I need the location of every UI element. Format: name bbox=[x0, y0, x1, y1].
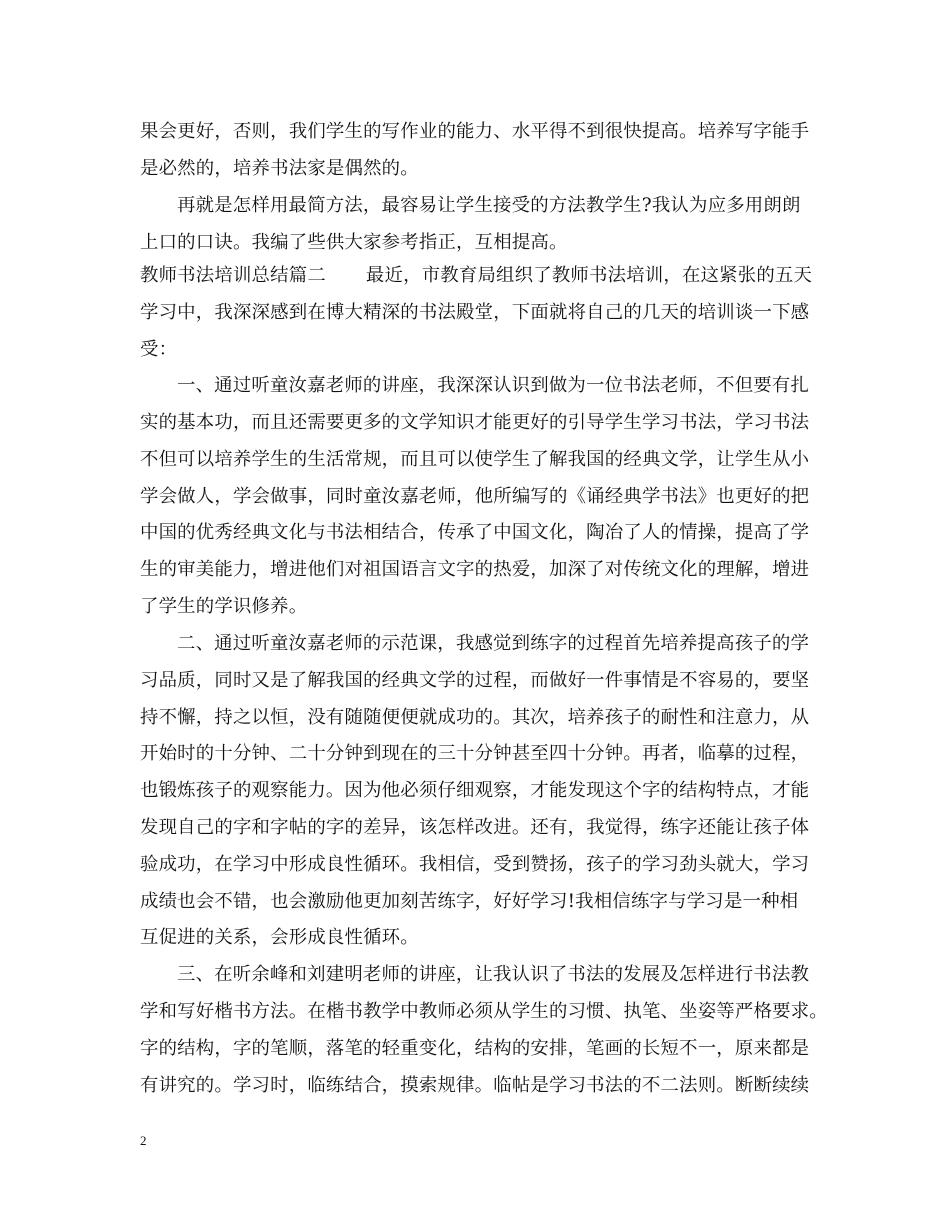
section-heading-line bbox=[140, 264, 812, 288]
section-title: 教师书法培训总结篇二 bbox=[140, 265, 326, 286]
text-line: 是必然的，培养书法家是偶然的。 bbox=[140, 158, 419, 179]
text-line: 不但可以培养学生的生活常规，而且可以使学生了解我国的经典文学，让学生从小 bbox=[140, 449, 810, 470]
text-line: 学和写好楷书方法。在楷书教学中教师必须从学生的习惯、执笔、坐姿等严格要求。 bbox=[140, 1001, 828, 1022]
text-line: 上口的口诀。我编了些供大家参考指正，互相提高。 bbox=[140, 232, 568, 253]
text-line: 三、在听余峰和刘建明老师的讲座，让我认识了书法的发展及怎样进行书法教 bbox=[177, 964, 810, 985]
text-line: 成绩也会不错，也会激励他更加刻苦练字，好好学习!我相信练字与学习是一种相 bbox=[140, 891, 799, 912]
text-line: 验成功，在学习中形成良性循环。我相信，受到赞扬，孩子的学习劲头就大，学习 bbox=[140, 854, 810, 875]
text-line: 实的基本功，而且还需要更多的文学知识才能更好的引导学生学习书法，学习书法 bbox=[140, 412, 810, 433]
text-line: 发现自己的字和字帖的字的差异，该怎样改进。还有，我觉得，练字还能让孩子体 bbox=[140, 817, 810, 838]
page-number: 2 bbox=[140, 1133, 147, 1148]
text-line: 了学生的学识修养。 bbox=[140, 596, 308, 617]
section-intro-text: 最近，市教育局组织了教师书法培训，在这紧张的五天 bbox=[365, 265, 813, 286]
text-line: 果会更好，否则，我们学生的写作业的能力、水平得不到很快提高。培养写字能手 bbox=[140, 121, 810, 142]
text-line: 再就是怎样用最简方法，最容易让学生接受的方法教学生?我认为应多用朗朗 bbox=[177, 195, 801, 216]
text-line: 互促进的关系，会形成良性循环。 bbox=[140, 927, 419, 948]
text-line: 有讲究的。学习时，临练结合，摸索规律。临帖是学习书法的不二法则。断断续续 bbox=[140, 1075, 810, 1096]
text-line: 中国的优秀经典文化与书法相结合，传承了中国文化，陶冶了人的情操，提高了学 bbox=[140, 522, 810, 543]
text-line: 一、通过听童汝嘉老师的讲座，我深深认识到做为一位书法老师，不但要有扎 bbox=[177, 375, 810, 396]
text-line: 二、通过听童汝嘉老师的示范课，我感觉到练字的过程首先培养提高孩子的学 bbox=[177, 633, 810, 654]
text-line: 习品质，同时又是了解我国的经典文学的过程，而做好一件事情是不容易的，要坚 bbox=[140, 670, 810, 691]
text-line: 学会做人，学会做事，同时童汝嘉老师，他所编写的《诵经典学书法》也更好的把 bbox=[140, 486, 810, 507]
text-line: 受： bbox=[140, 339, 178, 360]
text-line: 生的审美能力，增进他们对祖国语言文字的热爱，加深了对传统文化的理解，增进 bbox=[140, 559, 810, 580]
text-line: 开始时的十分钟、二十分钟到现在的三十分钟甚至四十分钟。再者，临摹的过程， bbox=[140, 743, 810, 764]
text-line: 持不懈，持之以恒，没有随随便便就成功的。其次，培养孩子的耐性和注意力，从 bbox=[140, 707, 810, 728]
text-line: 学习中，我深深感到在博大精深的书法殿堂，下面就将自己的几天的培训谈一下感 bbox=[140, 302, 810, 323]
text-line: 字的结构，字的笔顺，落笔的轻重变化，结构的安排，笔画的长短不一，原来都是 bbox=[140, 1038, 810, 1059]
text-line: 也锻炼孩子的观察能力。因为他必须仔细观察，才能发现这个字的结构特点，才能 bbox=[140, 780, 810, 801]
